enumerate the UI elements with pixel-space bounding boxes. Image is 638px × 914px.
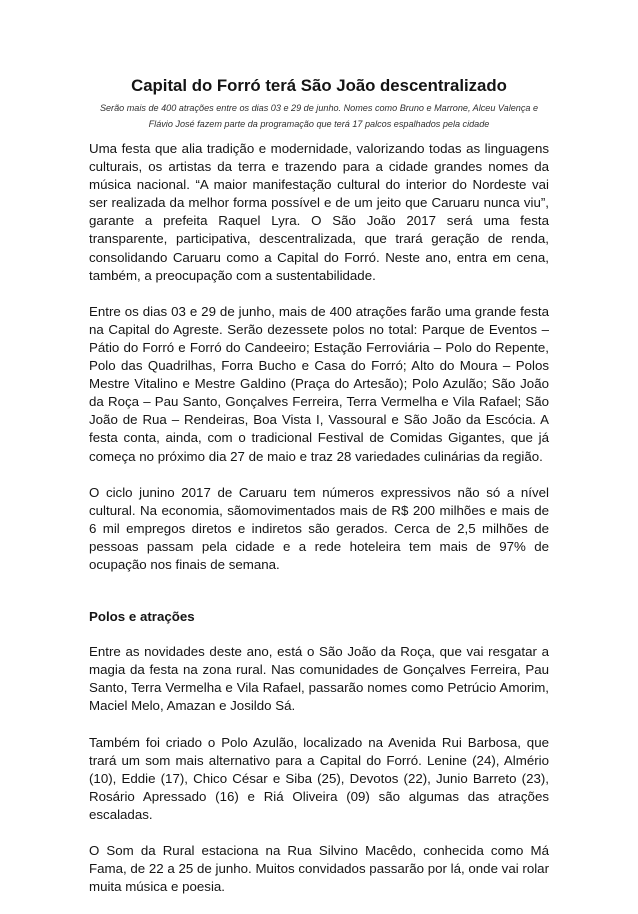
paragraph-sao-joao-da-roca: Entre as novidades deste ano, está o São João da Roça, que vai resgatar a magia da festa na zona rural. Nas comunidades de Gonçalves Ferreira, Pau Santo, Terra Vermelha e Vila Rafael, passarão nomes como Petrúcio Amorim, Maciel Melo, Amazan e Josildo Sá.	[89, 644, 549, 714]
paragraph-polo-azulao: Também foi criado o Polo Azulão, localizado na Avenida Rui Barbosa, que trará um som mais alternativo para a Capital do Forró. Lenine (24), Almério (10), Eddie (17), Chico César e Siba (25), Devotos (22), Junio Barreto (23), Rosário Apressado (16) e Riá Oliveira (09) são algumas das atrações escaladas.	[89, 734, 549, 822]
paragraph-dates-polos: Entre os dias 03 e 29 de junho, mais de 400 atrações farão uma grande festa na Capital do Agreste. Serão dezessete polos no total: Parque de Eventos – Pátio do Forró e Forró do Candeeiro; Estação Ferroviária – Polo do Repente, Polo das Quadrilhas, Forra Bucho e Casa do Forró; Alto do Moura – Polos Mestre Vitalino e Mestre Galdino (Praça do Artesão); Polo Azulão; São João da Roça – Pau Santo, Gonçalves Ferreira, Terra Vermelha e Vila Rafael; São João de Rua – Rendeiras, Boa Vista I, Vassoural e São João da Escócia. A festa conta, ainda, com o tradicional Festival de Comidas Gigantes, que já começa no próximo dia 27 de maio e traz 28 variedades culinárias da região.	[89, 303, 549, 464]
paragraph-economy: O ciclo junino 2017 de Caruaru tem números expressivos não só a nível cultural. Na economia, sãomovimentados mais de R$ 200 milhões e mais de 6 mil empregos diretos e indiretos são gerados. Cerca de 2,5 milhões de pessoas passam pela cidade e a rede hoteleira tem mais de 97% de ocupação nos finais de semana.	[89, 484, 549, 572]
document-subtitle: Serão mais de 400 atrações entre os dias 03 e 29 de junho. Nomes como Bruno e Marrone, Alceu Valença e Flávio José fazem parte da programação que terá 17 palcos espalhados pela cidade	[99, 103, 539, 129]
paragraph-som-da-rural: O Som da Rural estaciona na Rua Silvino Macêdo, conhecida como Má Fama, de 22 a 25 de junho. Muitos convidados passarão por lá, onde vai rolar muita música e poesia.	[89, 843, 549, 895]
paragraph-intro: Uma festa que alia tradição e modernidade, valorizando todas as linguagens culturais, os artistas da terra e trazendo para a cidade grandes nomes da música nacional. “A maior manifestação cultural do interior do Nordeste vai ser realizada da melhor forma possível e de um jeito que Caruaru nunca viu”, garante a prefeita Raquel Lyra. O São João 2017 será uma festa transparente, participativa, descentralizada, que trará geração de renda, consolidando Caruaru como a Capital do Forró. Neste ano, entra em cena, também, a preocupação com a sustentabilidade.	[89, 141, 549, 283]
document-body	[89, 140, 549, 914]
section-heading: Polos e atrações	[89, 609, 195, 625]
document-title: Capital do Forró terá São João descentralizado	[131, 76, 507, 95]
